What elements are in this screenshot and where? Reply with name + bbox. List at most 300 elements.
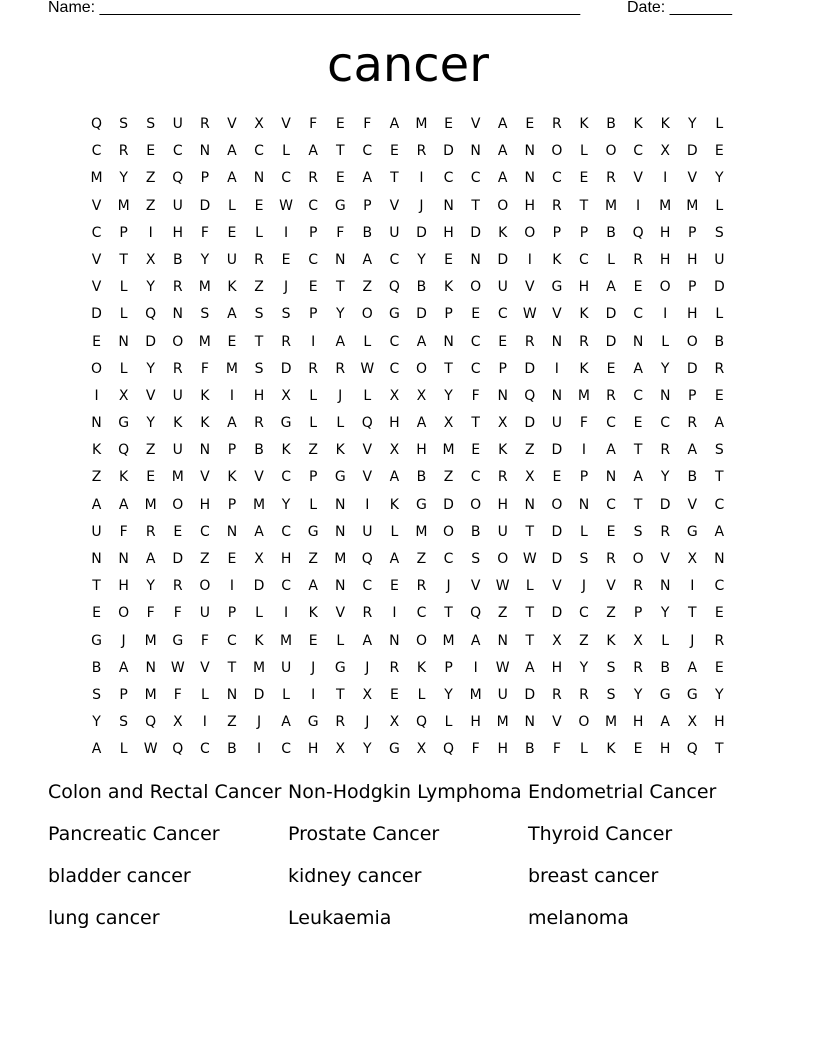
grid-cell: A [362, 632, 373, 649]
grid-cell: A [389, 551, 400, 567]
grid-cell: Y [146, 279, 155, 296]
grid-cell: L [390, 523, 399, 540]
grid-cell: V [687, 170, 698, 187]
grid-cell: W [279, 197, 293, 214]
grid-cell: T [471, 415, 480, 432]
grid-cell: J [256, 714, 262, 731]
grid-cell: R [687, 415, 698, 432]
grid-cell: G [659, 686, 671, 703]
grid-cell: V [254, 469, 264, 486]
grid-cell: B [606, 224, 616, 241]
grid-cell: A [281, 714, 291, 731]
grid-cell: C [362, 578, 373, 595]
grid-cell: E [498, 333, 508, 350]
grid-cell: G [307, 714, 319, 731]
grid-cell: A [227, 143, 237, 160]
grid-row [83, 682, 733, 709]
grid-cell: E [308, 279, 318, 296]
grid-cell: R [660, 442, 671, 459]
grid-cell: X [145, 251, 156, 268]
grid-cell: F [200, 360, 209, 377]
grid-cell: I [663, 170, 668, 187]
grid-cell: M [496, 714, 509, 731]
grid-row [83, 410, 733, 437]
grid-cell: I [94, 387, 99, 404]
grid-row [83, 437, 733, 464]
grid-cell: D [686, 360, 698, 377]
grid-cell: L [228, 197, 236, 214]
grid-cell: L [119, 306, 128, 323]
grid-cell: W [360, 360, 375, 377]
grid-row [83, 628, 733, 655]
grid-cell: M [469, 686, 482, 703]
grid-cell: A [362, 170, 373, 187]
grid-cell: S [281, 306, 291, 323]
grid-cell: E [606, 523, 616, 540]
grid-cell: V [389, 197, 400, 214]
grid-cell: Q [632, 224, 644, 241]
grid-cell: C [308, 251, 319, 268]
grid-cell: C [443, 551, 454, 567]
grid-cell: N [443, 333, 454, 350]
grid-cell: X [389, 714, 400, 731]
grid-cell: M [90, 170, 103, 187]
grid-cell: D [497, 251, 509, 268]
grid-cell: R [606, 170, 616, 187]
grid-cell: M [604, 197, 618, 214]
grid-cell: A [606, 279, 616, 296]
grid-cell: K [335, 442, 345, 459]
grid-cell: A [497, 170, 508, 187]
grid-cell: M [252, 659, 266, 676]
grid-cell: C [199, 523, 210, 540]
grid-cell: F [119, 523, 128, 540]
grid-cell: Y [417, 251, 426, 268]
grid-cell: U [280, 659, 292, 676]
grid-cell: R [416, 143, 427, 160]
grid-cell: F [471, 387, 480, 404]
grid-cell: A [470, 632, 481, 649]
grid-cell: E [444, 116, 453, 132]
grid-cell: I [256, 741, 262, 758]
grid-cell: I [311, 686, 316, 703]
grid-cell: O [497, 551, 509, 567]
grid-cell: H [551, 659, 563, 676]
grid-cell: K [498, 224, 508, 241]
grid-cell: K [200, 387, 210, 404]
grid-cell: R [633, 251, 643, 268]
grid-cell: X [416, 741, 427, 758]
grid-cell: A [687, 659, 698, 676]
grid-cell: V [606, 578, 616, 595]
grid-cell: L [309, 496, 318, 513]
grid-cell: A [118, 496, 129, 513]
grid-cell: O [172, 333, 184, 350]
grid-row [83, 546, 733, 573]
grid-cell: J [338, 387, 343, 404]
grid-cell: J [284, 279, 289, 296]
grid-cell: Z [524, 442, 535, 459]
grid-cell: E [308, 632, 318, 649]
grid-cell: P [227, 605, 237, 622]
grid-cell: H [632, 714, 644, 731]
grid-cell: N [253, 170, 265, 187]
grid-cell: E [281, 251, 291, 268]
grid-cell: V [335, 605, 346, 622]
grid-cell: Y [200, 251, 210, 268]
grid-cell: K [91, 442, 102, 459]
grid-row [83, 356, 733, 383]
grid-cell: T [92, 578, 101, 595]
grid-cell: N [335, 578, 346, 595]
grid-cell: F [363, 116, 372, 132]
grid-cell: I [663, 306, 668, 323]
grid-cell: V [362, 442, 373, 459]
grid-cell: T [471, 197, 480, 214]
grid-cell: H [686, 251, 698, 268]
grid-row [83, 274, 733, 301]
grid-cell: P [227, 442, 237, 459]
grid-cell: H [172, 224, 184, 241]
grid-cell: A [308, 143, 318, 160]
grid-row [83, 329, 733, 356]
grid-cell: F [173, 605, 182, 622]
grid-cell: U [199, 605, 210, 622]
grid-cell: T [525, 523, 535, 540]
grid-cell: I [229, 387, 234, 404]
grid-cell: Z [227, 714, 237, 731]
grid-cell: P [633, 605, 643, 622]
word-list-item: Non-Hodgkin Lymphoma [288, 781, 522, 803]
grid-cell: H [714, 714, 725, 731]
grid-cell: A [416, 333, 427, 350]
grid-cell: O [199, 578, 211, 595]
grid-cell: N [145, 659, 156, 676]
grid-cell: C [470, 360, 481, 377]
grid-cell: T [390, 170, 399, 187]
grid-cell: M [144, 686, 157, 703]
grid-cell: R [389, 659, 400, 676]
grid-cell: V [91, 251, 102, 268]
grid-cell: N [335, 523, 346, 540]
grid-cell: D [172, 551, 184, 567]
grid-cell: D [253, 686, 265, 703]
grid-cell: R [172, 279, 183, 296]
grid-cell: O [470, 279, 482, 296]
grid-cell: B [606, 116, 616, 132]
grid-cell: R [497, 469, 508, 486]
grid-cell: U [172, 387, 183, 404]
grid-cell: N [335, 496, 346, 513]
grid-cell: D [659, 496, 671, 513]
grid-cell: L [200, 686, 209, 703]
grid-cell: T [715, 741, 724, 758]
grid-cell: J [581, 578, 587, 595]
grid-cell: A [145, 551, 156, 567]
grid-cell: X [389, 442, 400, 459]
grid-cell: C [633, 387, 643, 404]
grid-cell: C [714, 496, 725, 513]
grid-cell: V [687, 496, 698, 513]
grid-cell: F [579, 415, 588, 432]
grid-cell: F [336, 224, 345, 241]
grid-cell: V [227, 116, 237, 132]
grid-cell: N [524, 143, 536, 160]
grid-cell: V [145, 387, 156, 404]
grid-cell: E [714, 605, 724, 622]
grid-cell: L [282, 686, 290, 703]
grid-cell: V [633, 170, 643, 187]
grid-cell: I [473, 659, 478, 676]
grid-cell: K [633, 116, 643, 132]
grid-cell: R [281, 333, 291, 350]
grid-cell: P [688, 387, 697, 404]
grid-cell: N [118, 333, 129, 350]
grid-cell: N [118, 551, 129, 567]
grid-cell: K [254, 632, 264, 649]
grid-cell: Z [497, 605, 508, 622]
grid-row [83, 573, 733, 600]
grid-cell: E [633, 415, 643, 432]
grid-cell: Q [361, 415, 373, 432]
grid-cell: C [199, 741, 210, 758]
grid-cell: Y [444, 387, 453, 404]
grid-cell: Q [361, 551, 373, 567]
grid-cell: E [714, 143, 724, 160]
grid-cell: U [172, 197, 183, 214]
grid-cell: K [660, 116, 670, 132]
grid-cell: T [335, 686, 345, 703]
grid-cell: R [579, 686, 589, 703]
grid-cell: N [714, 551, 725, 567]
grid-cell: L [119, 741, 128, 758]
grid-cell: R [172, 360, 183, 377]
grid-cell: C [551, 170, 562, 187]
grid-row [83, 655, 733, 682]
grid-cell: Q [118, 442, 130, 459]
grid-cell: E [714, 659, 724, 676]
grid-cell: N [497, 632, 508, 649]
grid-cell: P [363, 197, 372, 214]
grid-cell: O [118, 605, 130, 622]
grid-cell: P [688, 224, 697, 241]
grid-cell: J [365, 659, 370, 676]
grid-cell: H [659, 224, 671, 241]
word-list-item: kidney cancer [288, 865, 422, 887]
grid-cell: O [551, 496, 563, 513]
grid-cell: K [606, 632, 616, 649]
grid-cell: H [470, 714, 481, 731]
grid-cell: X [633, 632, 643, 649]
grid-cell: B [172, 251, 183, 268]
grid-cell: D [443, 143, 454, 160]
word-list-row [48, 778, 768, 820]
grid-cell: Y [92, 714, 101, 731]
grid-cell: I [284, 224, 289, 241]
grid-cell: C [254, 143, 264, 160]
grid-cell: O [524, 224, 536, 241]
grid-cell: L [336, 415, 345, 432]
grid-cell: U [714, 251, 725, 268]
grid-cell: L [309, 387, 318, 404]
grid-cell: H [659, 251, 671, 268]
grid-cell: A [91, 496, 102, 513]
grid-cell: U [172, 442, 183, 459]
grid-cell: V [200, 469, 210, 486]
grid-cell: V [362, 469, 373, 486]
grid-cell: S [714, 442, 724, 459]
grid-cell: N [172, 306, 184, 323]
grid-cell: Z [145, 170, 156, 187]
grid-cell: E [254, 197, 264, 214]
grid-cell: W [522, 306, 537, 323]
grid-cell: A [227, 306, 237, 323]
grid-row [83, 600, 733, 627]
grid-cell: M [415, 523, 428, 540]
grid-cell: E [389, 143, 399, 160]
grid-cell: X [497, 415, 508, 432]
grid-cell: A [497, 143, 508, 160]
grid-cell: P [498, 360, 507, 377]
grid-cell: U [362, 523, 373, 540]
grid-cell: S [606, 686, 616, 703]
grid-cell: A [389, 116, 400, 132]
grid-cell: U [497, 279, 508, 296]
grid-cell: S [633, 523, 643, 540]
grid-cell: Y [146, 360, 155, 377]
grid-cell: N [605, 469, 617, 486]
grid-cell: K [173, 415, 183, 432]
grid-cell: F [200, 224, 209, 241]
grid-cell: G [334, 659, 346, 676]
grid-cell: T [227, 659, 237, 676]
grid-cell: S [254, 306, 264, 323]
grid-cell: L [607, 251, 615, 268]
grid-cell: B [524, 741, 535, 758]
grid-cell: A [91, 741, 102, 758]
grid-cell: S [254, 360, 264, 377]
grid-cell: Q [145, 714, 157, 731]
grid-row [83, 165, 733, 192]
grid-cell: Y [444, 686, 453, 703]
grid-cell: I [229, 578, 234, 595]
grid-cell: X [172, 714, 183, 731]
grid-cell: H [443, 224, 454, 241]
grid-cell: L [363, 387, 372, 404]
grid-cell: K [227, 469, 237, 486]
grid-cell: M [686, 197, 699, 214]
grid-cell: J [311, 659, 316, 676]
grid-cell: K [281, 442, 291, 459]
grid-cell: C [281, 170, 291, 187]
grid-cell: P [308, 306, 318, 323]
grid-cell: Q [443, 741, 455, 758]
grid-cell: C [389, 251, 400, 268]
grid-cell: H [389, 415, 400, 432]
grid-cell: Y [715, 686, 724, 703]
grid-cell: R [199, 116, 210, 132]
grid-cell: E [92, 333, 101, 350]
grid-cell: A [227, 170, 237, 187]
grid-cell: C [443, 170, 454, 187]
grid-cell: R [254, 415, 264, 432]
grid-cell: X [389, 387, 400, 404]
grid-cell: G [388, 741, 400, 758]
grid-cell: M [442, 442, 455, 459]
grid-row [83, 301, 733, 328]
grid-cell: O [686, 333, 698, 350]
grid-cell: L [336, 632, 345, 649]
grid-cell: E [471, 306, 481, 323]
grid-cell: R [552, 116, 562, 132]
grid-cell: M [577, 387, 590, 404]
grid-cell: C [91, 143, 102, 160]
grid-cell: T [335, 279, 345, 296]
grid-cell: A [227, 415, 237, 432]
grid-cell: P [552, 224, 562, 241]
grid-cell: E [606, 360, 616, 377]
word-list-item: melanoma [528, 907, 629, 929]
grid-cell: O [172, 496, 184, 513]
grid-cell: E [227, 551, 237, 567]
grid-cell: D [713, 279, 725, 296]
grid-cell: R [118, 143, 129, 160]
grid-cell: Q [524, 387, 536, 404]
grid-cell: I [636, 197, 641, 214]
name-field-label: Name: ______________________________________________________ [48, 0, 581, 16]
grid-cell: E [227, 224, 237, 241]
grid-cell: V [552, 306, 562, 323]
grid-cell: M [144, 496, 157, 513]
grid-cell: E [173, 523, 183, 540]
grid-cell: I [202, 714, 207, 731]
grid-cell: D [416, 224, 427, 241]
grid-cell: M [144, 632, 157, 649]
grid-cell: R [308, 360, 319, 377]
grid-cell: O [605, 143, 617, 160]
grid-cell: R [335, 360, 346, 377]
grid-cell: S [200, 306, 210, 323]
grid-cell: V [470, 116, 481, 132]
grid-cell: Y [281, 496, 291, 513]
grid-cell: L [119, 279, 128, 296]
grid-cell: M [117, 197, 130, 214]
grid-cell: C [281, 469, 291, 486]
grid-cell: B [362, 224, 373, 241]
grid-cell: A [254, 523, 264, 540]
grid-cell: F [552, 741, 561, 758]
grid-cell: K [227, 279, 237, 296]
grid-cell: C [281, 523, 291, 540]
grid-cell: E [146, 469, 156, 486]
grid-cell: G [416, 496, 427, 513]
grid-cell: R [633, 578, 643, 595]
grid-cell: U [172, 116, 183, 132]
grid-cell: R [254, 251, 264, 268]
grid-cell: Y [660, 360, 670, 377]
grid-row [83, 464, 733, 491]
grid-cell: T [579, 197, 589, 214]
grid-cell: Q [145, 306, 157, 323]
grid-cell: Z [91, 469, 102, 486]
grid-cell: A [714, 415, 725, 432]
grid-cell: G [334, 197, 346, 214]
grid-cell: A [335, 333, 346, 350]
grid-cell: I [365, 496, 370, 513]
grid-cell: K [552, 251, 562, 268]
grid-cell: A [416, 415, 427, 432]
grid-cell: J [121, 632, 126, 649]
